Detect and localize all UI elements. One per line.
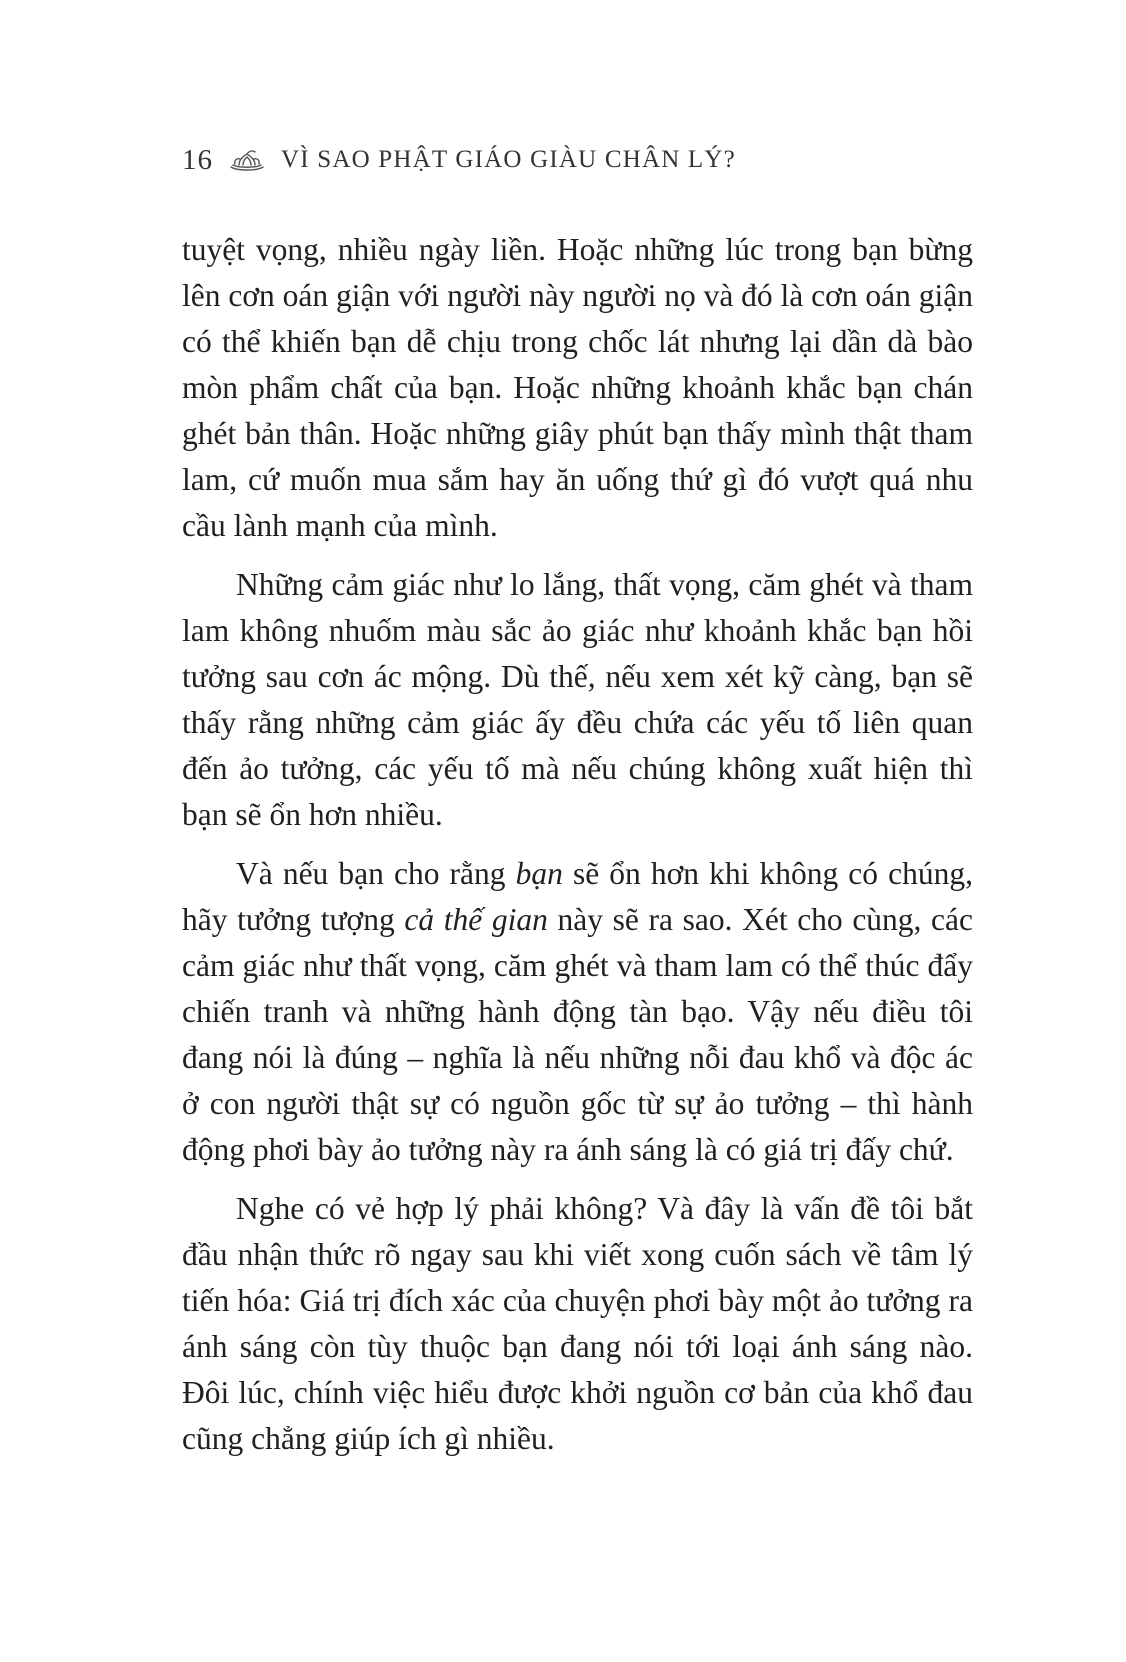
paragraph-3: [182, 851, 973, 1173]
book-title: VÌ SAO PHẬT GIÁO GIÀU CHÂN LÝ?: [281, 146, 736, 173]
paragraph-3-text-3: này sẽ ra sao. Xét cho cùng, các cảm giác như thất vọng, căm ghét và tham lam có thể thúc đẩy chiến tranh và những hành động tàn bạo. Vậy nếu điều tôi đang nói là đúng – nghĩa là nếu những nỗi đau khổ và độc ác ở con người thật sự có nguồn gốc từ sự ảo tưởng – thì hành động phơi bày ảo tưởng này ra ánh sáng là có giá trị đấy chứ.: [182, 902, 974, 1167]
running-head: [182, 140, 736, 180]
paragraph-3-text-2: sẽ ổn hơn khi không có chúng, hãy tưởng tượng: [182, 856, 973, 937]
paragraph-3-text-1: Và nếu bạn cho rằng: [236, 856, 516, 891]
paragraph-4: Nghe có vẻ hợp lý phải không? Và đây là vấn đề tôi bắt đầu nhận thức rõ ngay sau khi viết xong cuốn sách về tâm lý tiến hóa: Giá trị đích xác của chuyện phơi bày một ảo tưởng ra ánh sáng còn tùy thuộc bạn đang nói tới loại ánh sáng nào. Đôi lúc, chính việc hiểu được khởi nguồn cơ bản của khổ đau cũng chẳng giúp ích gì nhiều.: [182, 1191, 973, 1456]
page-number: 16: [182, 143, 213, 176]
paragraph-3-emphasis-2: cả thế gian: [404, 902, 548, 937]
body-text: [182, 227, 973, 1475]
paragraph-2: Những cảm giác như lo lắng, thất vọng, căm ghét và tham lam không nhuốm màu sắc ảo giác như khoảnh khắc bạn hồi tưởng sau cơn ác mộng. Dù thế, nếu xem xét kỹ càng, bạn sẽ thấy rằng những cảm giác ấy đều chứa các yếu tố liên quan đến ảo tưởng, các yếu tố mà nếu chúng không xuất hiện thì bạn sẽ ổn hơn nhiều.: [182, 567, 973, 832]
paragraph-1: tuyệt vọng, nhiều ngày liền. Hoặc những lúc trong bạn bừng lên cơn oán giận với người này người nọ và đó là cơn oán giận có thể khiến bạn dễ chịu trong chốc lát nhưng lại dần dà bào mòn phẩm chất của bạn. Hoặc những khoảnh khắc bạn chán ghét bản thân. Hoặc những giây phút bạn thấy mình thật tham lam, cứ muốn mua sắm hay ăn uống thứ gì đó vượt quá nhu cầu lành mạnh của mình.: [182, 232, 974, 543]
paragraph-3-emphasis-1: bạn: [515, 856, 563, 891]
lotus-ornament-icon: [227, 147, 267, 173]
